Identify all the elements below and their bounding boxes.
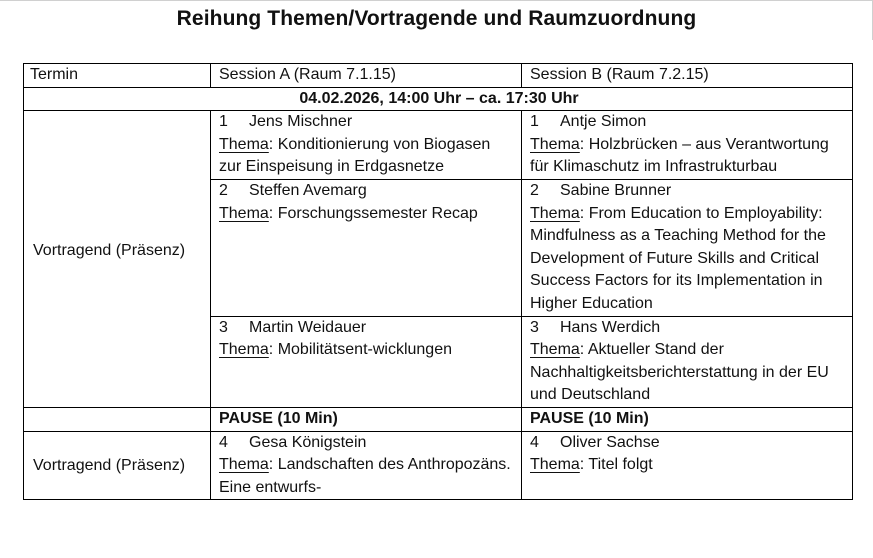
talk-cell-a3 xyxy=(211,316,522,407)
talk-number: 1 xyxy=(219,113,228,131)
speaker-name: Steffen Avemarg xyxy=(249,181,367,199)
header-termin: Termin xyxy=(24,64,211,88)
talk-row xyxy=(24,111,853,180)
talk-cell-b4 xyxy=(522,431,853,500)
talk-speaker xyxy=(219,432,515,455)
thema-label: Thema xyxy=(219,204,269,222)
talk-number: 4 xyxy=(530,433,539,451)
talk-cell-a1 xyxy=(211,111,522,180)
speaker-name: Hans Werdich xyxy=(560,318,661,336)
block-label-text: Vortragend (Präsenz) xyxy=(33,456,186,474)
topic-text: Forschungssemester Recap xyxy=(277,204,478,222)
talk-cell-b2 xyxy=(522,179,853,316)
topic-text: Titel folgt xyxy=(588,456,653,474)
topic-text: Konditionierung von Biogasen zur Einspeisung in Erdgasnetze xyxy=(219,135,491,176)
topic-text: Landschaften des Anthropozäns. Eine entwurfs- xyxy=(219,456,511,496)
talk-topic: Thema: Aktueller Stand der Nachhaltigkeitsberichterstattung in der EU und Deutschland xyxy=(530,341,829,404)
speaker-name: Sabine Brunner xyxy=(560,181,672,199)
pause-cell-a: PAUSE (10 Min) xyxy=(211,407,522,431)
thema-label: Thema xyxy=(530,456,580,474)
pause-row xyxy=(24,407,853,431)
talk-cell-b1 xyxy=(522,111,853,180)
speaker-name: Gesa Königstein xyxy=(249,433,367,451)
thema-label: Thema xyxy=(530,341,580,359)
talk-speaker xyxy=(219,180,515,203)
pause-empty-cell xyxy=(24,407,211,431)
talk-speaker xyxy=(530,180,846,203)
talk-speaker xyxy=(530,111,846,134)
page-title: Reihung Themen/Vortragende und Raumzuordnung xyxy=(176,7,697,30)
topic-text: Holzbrücken – aus Verantwortung für Klimaschutz im Infrastrukturbau xyxy=(530,135,829,176)
talk-row xyxy=(24,431,853,500)
topic-text: Aktueller Stand der Nachhaltigkeitsberichterstattung in der EU und Deutschland xyxy=(530,341,829,404)
talk-speaker xyxy=(219,111,515,134)
thema-label: Thema xyxy=(219,456,269,474)
talk-topic: Thema: Titel folgt xyxy=(530,456,653,474)
header-session-b: Session B (Raum 7.2.15) xyxy=(522,64,853,88)
thema-label: Thema xyxy=(219,135,269,153)
topic-text: Mobilitätsent-wicklungen xyxy=(277,341,452,359)
talk-cell-a2 xyxy=(211,179,522,316)
thema-label: Thema xyxy=(530,135,580,153)
thema-label: Thema xyxy=(530,204,580,222)
header-row xyxy=(24,64,853,88)
schedule-table xyxy=(23,63,853,500)
talk-number: 3 xyxy=(530,318,539,336)
talk-cell-a4 xyxy=(211,431,522,500)
block-label xyxy=(24,111,211,408)
speaker-name: Antje Simon xyxy=(560,113,647,131)
block-label-text: Vortragend (Präsenz) xyxy=(33,241,186,259)
talk-speaker xyxy=(219,317,515,340)
talk-number: 4 xyxy=(219,433,228,451)
talk-topic: Thema: From Education to Employability: Mindfulness as a Teaching Method for the Development of Future Skills and Critical Success Factors for its Implementation in Higher Education xyxy=(530,204,826,312)
talk-topic: Thema: Konditionierung von Biogasen zur Einspeisung in Erdgasnetze xyxy=(219,135,491,176)
date-cell: 04.02.2026, 14:00 Uhr – ca. 17:30 Uhr xyxy=(24,87,853,111)
talk-cell-b3 xyxy=(522,316,853,407)
speaker-name: Jens Mischner xyxy=(249,113,353,131)
talk-topic: Thema: Landschaften des Anthropozäns. Eine entwurfs- xyxy=(219,456,511,496)
pause-cell-b: PAUSE (10 Min) xyxy=(522,407,853,431)
speaker-name: Martin Weidauer xyxy=(249,318,367,336)
header-session-a: Session A (Raum 7.1.15) xyxy=(211,64,522,88)
talk-speaker xyxy=(530,317,846,340)
talk-number: 1 xyxy=(530,113,539,131)
talk-topic: Thema: Holzbrücken – aus Verantwortung für Klimaschutz im Infrastrukturbau xyxy=(530,135,829,176)
speaker-name: Oliver Sachse xyxy=(560,433,660,451)
block-label xyxy=(24,431,211,500)
thema-label: Thema xyxy=(219,341,269,359)
date-row xyxy=(24,87,853,111)
talk-speaker xyxy=(530,432,846,455)
top-border-line xyxy=(0,0,873,1)
topic-text: From Education to Employability: Mindfulness as a Teaching Method for the Development of Future Skills and Critical Success Factors for its Implementation in Higher Education xyxy=(530,204,826,312)
talk-number: 2 xyxy=(219,181,228,199)
talk-number: 2 xyxy=(530,181,539,199)
talk-topic: Thema: Mobilitätsent-wicklungen xyxy=(219,341,452,359)
talk-topic: Thema: Forschungssemester Recap xyxy=(219,204,478,222)
talk-number: 3 xyxy=(219,318,228,336)
